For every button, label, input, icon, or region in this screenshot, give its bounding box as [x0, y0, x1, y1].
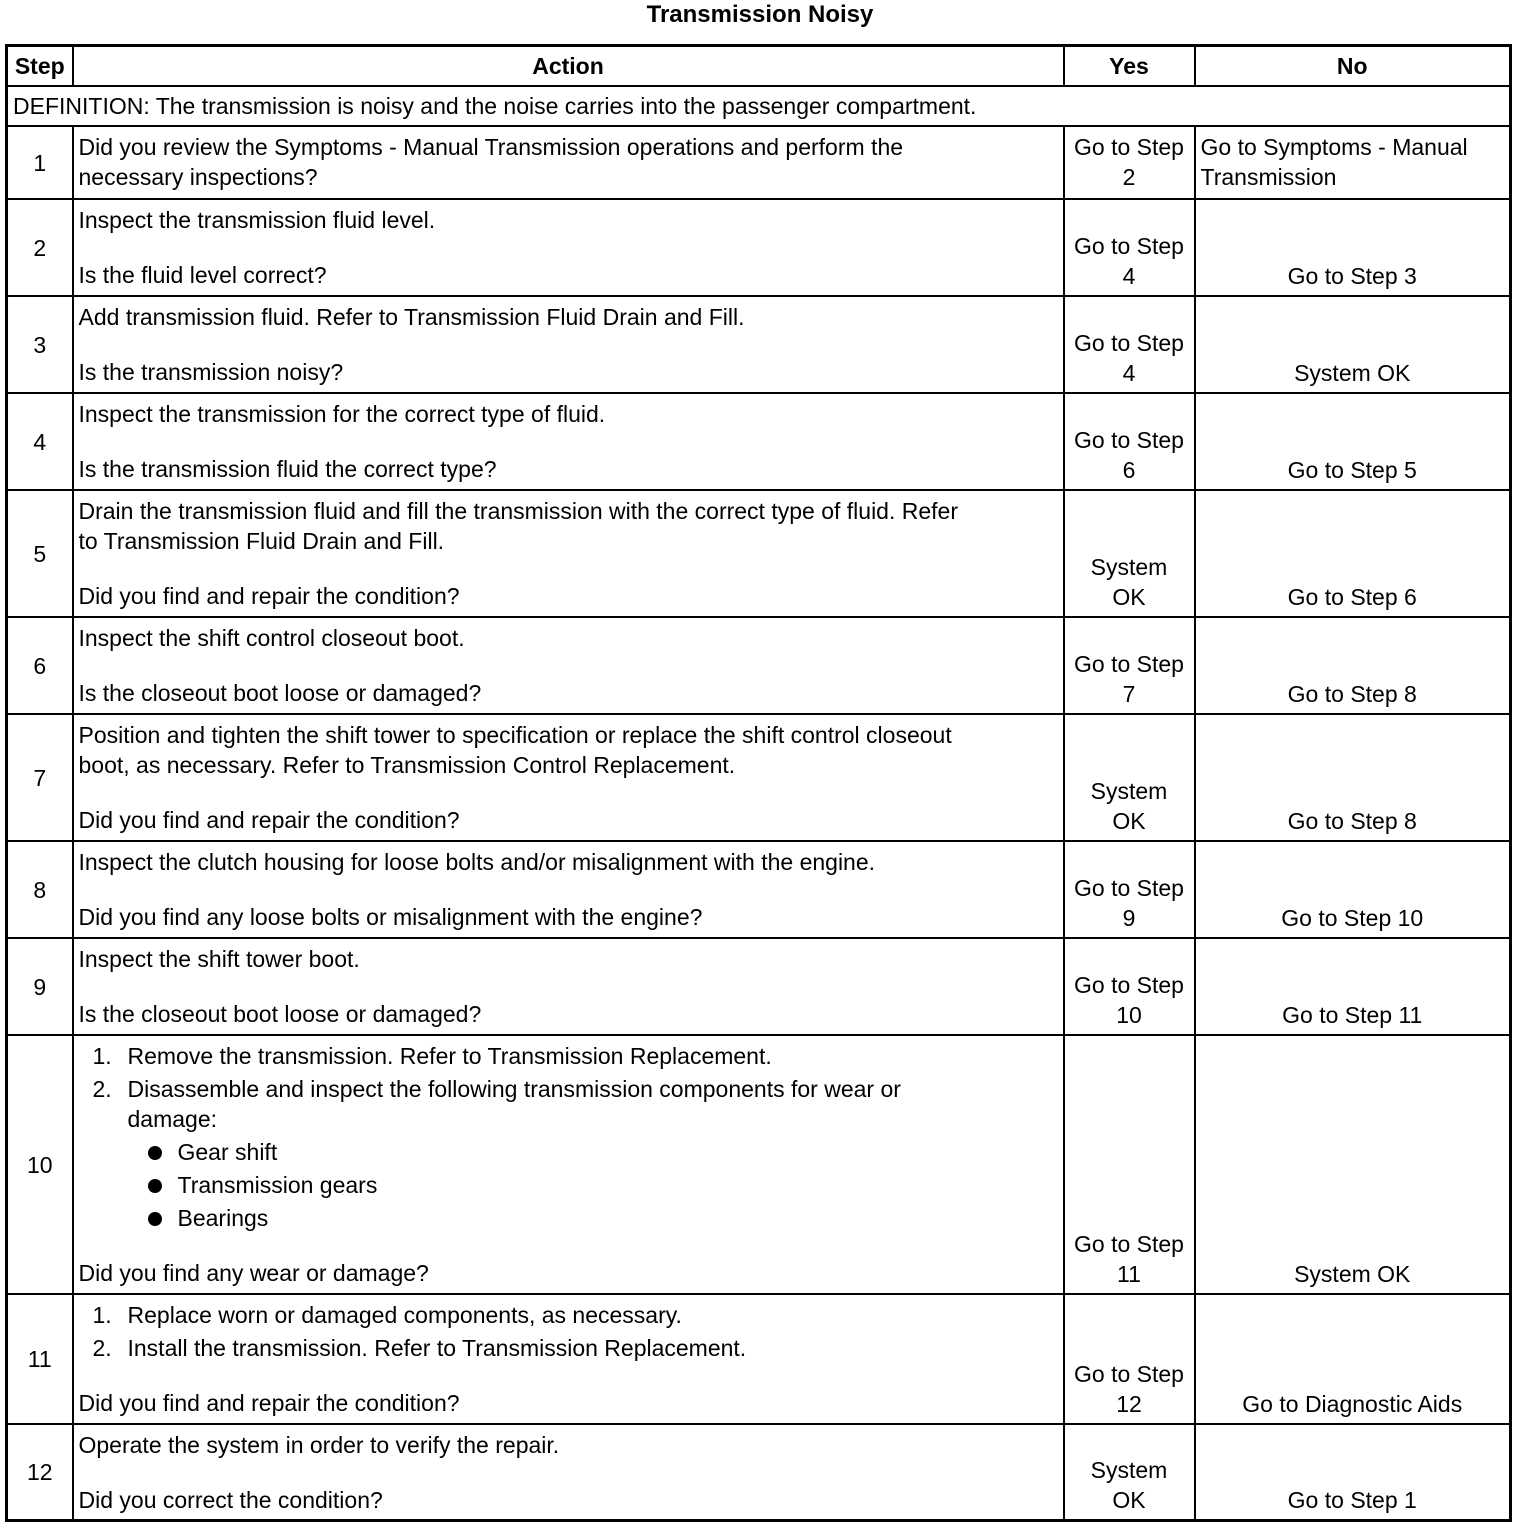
question-text: Is the transmission noisy? — [78, 359, 344, 385]
step-number: 10 — [7, 1035, 73, 1294]
yes-text: 4 — [1122, 360, 1136, 386]
yes-text: Go to Step — [1074, 427, 1184, 453]
step-number: 7 — [7, 714, 73, 841]
action-text: Position and tighten the shift tower to specification or replace the shift control closeout — [78, 722, 952, 748]
step-number: 2 — [7, 199, 73, 296]
table-row — [7, 490, 1511, 617]
header-no: No — [1195, 46, 1511, 87]
no-text: Go to Step 10 — [1281, 905, 1424, 931]
action-cell — [73, 938, 1064, 1035]
header-row — [7, 46, 1511, 87]
step-number: 3 — [7, 296, 73, 393]
yes-text: 2 — [1122, 164, 1136, 190]
action-text: to Transmission Fluid Drain and Fill. — [78, 528, 445, 554]
yes-cell — [1064, 938, 1195, 1035]
yes-text: 7 — [1122, 681, 1136, 707]
list-item: 1. Remove the transmission. Refer to Transmission Replacement. — [92, 1043, 772, 1069]
no-text: Go to Symptoms - Manual — [1200, 134, 1468, 160]
page-title: Transmission Noisy — [646, 1, 874, 28]
table-row — [7, 1035, 1511, 1294]
no-text: System OK — [1294, 1261, 1411, 1287]
yes-cell — [1064, 393, 1195, 490]
yes-cell — [1064, 1424, 1195, 1521]
table-row — [7, 126, 1511, 199]
yes-text: System — [1090, 778, 1168, 804]
question-text: Did you find and repair the condition? — [78, 807, 460, 833]
action-cell — [73, 841, 1064, 938]
yes-text: 10 — [1116, 1002, 1142, 1028]
no-cell — [1195, 1294, 1511, 1424]
yes-cell — [1064, 1294, 1195, 1424]
no-text: Go to Step 6 — [1287, 584, 1417, 610]
action-cell — [73, 296, 1064, 393]
table-row — [7, 617, 1511, 714]
yes-cell — [1064, 1035, 1195, 1294]
definition-text: DEFINITION: The transmission is noisy and the noise carries into the passenger compartment. — [7, 86, 1511, 126]
no-cell — [1195, 1424, 1511, 1521]
action-text: Add transmission fluid. Refer to Transmission Fluid Drain and Fill. — [78, 304, 745, 330]
action-text: Inspect the shift control closeout boot. — [78, 625, 465, 651]
yes-text: Go to Step — [1074, 1361, 1184, 1387]
list-item: 1. Replace worn or damaged components, as necessary. — [92, 1302, 682, 1328]
yes-text: System — [1090, 1457, 1168, 1483]
table-row — [7, 841, 1511, 938]
step-number: 9 — [7, 938, 73, 1035]
no-cell — [1195, 938, 1511, 1035]
yes-text: Go to Step — [1074, 134, 1184, 160]
yes-text: Go to Step — [1074, 972, 1184, 998]
action-text: necessary inspections? — [78, 164, 318, 190]
definition-row — [7, 86, 1511, 126]
question-text: Is the fluid level correct? — [78, 262, 327, 288]
table-row — [7, 1294, 1511, 1424]
header-step: Step — [7, 46, 73, 87]
question-text: Did you find any wear or damage? — [78, 1260, 429, 1286]
list-item: 2. Disassemble and inspect the following transmission components for wear or damage: — [92, 1076, 901, 1132]
step-number: 6 — [7, 617, 73, 714]
no-text: Go to Step 8 — [1287, 808, 1417, 834]
step-number: 8 — [7, 841, 73, 938]
action-cell — [73, 714, 1064, 841]
step-number: 4 — [7, 393, 73, 490]
no-cell — [1195, 199, 1511, 296]
yes-cell — [1064, 199, 1195, 296]
yes-text: OK — [1112, 584, 1146, 610]
action-cell — [73, 1424, 1064, 1521]
list-item: 2. Install the transmission. Refer to Transmission Replacement. — [92, 1335, 747, 1361]
yes-text: OK — [1112, 808, 1146, 834]
no-cell — [1195, 296, 1511, 393]
step-number: 12 — [7, 1424, 73, 1521]
bullet-icon — [148, 1179, 162, 1193]
question-text: Is the transmission fluid the correct type? — [78, 456, 497, 482]
no-text: Transmission — [1200, 164, 1337, 190]
action-cell — [73, 1294, 1064, 1424]
no-text: Go to Step 8 — [1287, 681, 1417, 707]
no-cell — [1195, 126, 1511, 199]
action-text: Operate the system in order to verify the repair. — [78, 1432, 560, 1458]
no-cell — [1195, 490, 1511, 617]
yes-text: 9 — [1122, 905, 1136, 931]
header-action: Action — [73, 46, 1064, 87]
step-number: 11 — [7, 1294, 73, 1424]
yes-text: 12 — [1116, 1391, 1142, 1417]
question-text: Is the closeout boot loose or damaged? — [78, 1001, 482, 1027]
yes-text: OK — [1112, 1487, 1146, 1513]
yes-cell — [1064, 714, 1195, 841]
no-text: Go to Step 11 — [1282, 1002, 1423, 1028]
bullet-item: Bearings — [79, 1203, 1058, 1233]
no-cell — [1195, 617, 1511, 714]
diagnostic-table — [5, 44, 1512, 1522]
yes-cell — [1064, 126, 1195, 199]
yes-cell — [1064, 841, 1195, 938]
yes-text: Go to Step — [1074, 651, 1184, 677]
no-text: System OK — [1294, 360, 1411, 386]
action-text: Did you review the Symptoms - Manual Transmission operations and perform the — [78, 134, 904, 160]
bullet-icon — [148, 1212, 162, 1226]
step-number: 1 — [7, 126, 73, 199]
no-text: Go to Step 1 — [1287, 1487, 1417, 1513]
action-cell — [73, 126, 1064, 199]
action-text: Inspect the clutch housing for loose bolts and/or misalignment with the engine. — [78, 849, 876, 875]
no-text: Go to Step 5 — [1287, 457, 1417, 483]
yes-cell — [1064, 296, 1195, 393]
no-cell — [1195, 1035, 1511, 1294]
action-text: Inspect the shift tower boot. — [78, 946, 360, 972]
action-text: Drain the transmission fluid and fill the transmission with the correct type of fluid. Refer — [78, 498, 958, 524]
action-cell — [73, 617, 1064, 714]
action-cell — [73, 393, 1064, 490]
no-text: Go to Step 3 — [1287, 263, 1417, 289]
table-row — [7, 1424, 1511, 1521]
table-row — [7, 393, 1511, 490]
question-text: Did you correct the condition? — [78, 1487, 383, 1513]
yes-text: 4 — [1122, 263, 1136, 289]
yes-text: Go to Step — [1074, 233, 1184, 259]
yes-text: 6 — [1122, 457, 1136, 483]
action-cell — [73, 1035, 1064, 1294]
yes-text: Go to Step — [1074, 875, 1184, 901]
no-cell — [1195, 393, 1511, 490]
step-number: 5 — [7, 490, 73, 617]
yes-cell — [1064, 490, 1195, 617]
action-text: Inspect the transmission fluid level. — [78, 207, 436, 233]
question-text: Did you find any loose bolts or misalignment with the engine? — [78, 904, 703, 930]
action-text: boot, as necessary. Refer to Transmission Control Replacement. — [78, 752, 736, 778]
action-cell — [73, 199, 1064, 296]
action-cell — [73, 490, 1064, 617]
question-text: Did you find and repair the condition? — [78, 1390, 460, 1416]
table-row — [7, 714, 1511, 841]
yes-text: 11 — [1117, 1261, 1141, 1287]
yes-text: Go to Step — [1074, 1231, 1184, 1257]
question-text: Is the closeout boot loose or damaged? — [78, 680, 482, 706]
question-text: Did you find and repair the condition? — [78, 583, 460, 609]
bullet-item: Gear shift — [79, 1137, 1058, 1167]
table-row — [7, 296, 1511, 393]
action-text: Inspect the transmission for the correct type of fluid. — [78, 401, 606, 427]
no-text: Go to Diagnostic Aids — [1242, 1391, 1463, 1417]
no-cell — [1195, 841, 1511, 938]
table-row — [7, 938, 1511, 1035]
bullet-icon — [148, 1146, 162, 1160]
table-row — [7, 199, 1511, 296]
header-yes: Yes — [1064, 46, 1195, 87]
no-cell — [1195, 714, 1511, 841]
bullet-item: Transmission gears — [79, 1170, 1058, 1200]
yes-text: System — [1090, 554, 1168, 580]
yes-text: Go to Step — [1074, 330, 1184, 356]
yes-cell — [1064, 617, 1195, 714]
